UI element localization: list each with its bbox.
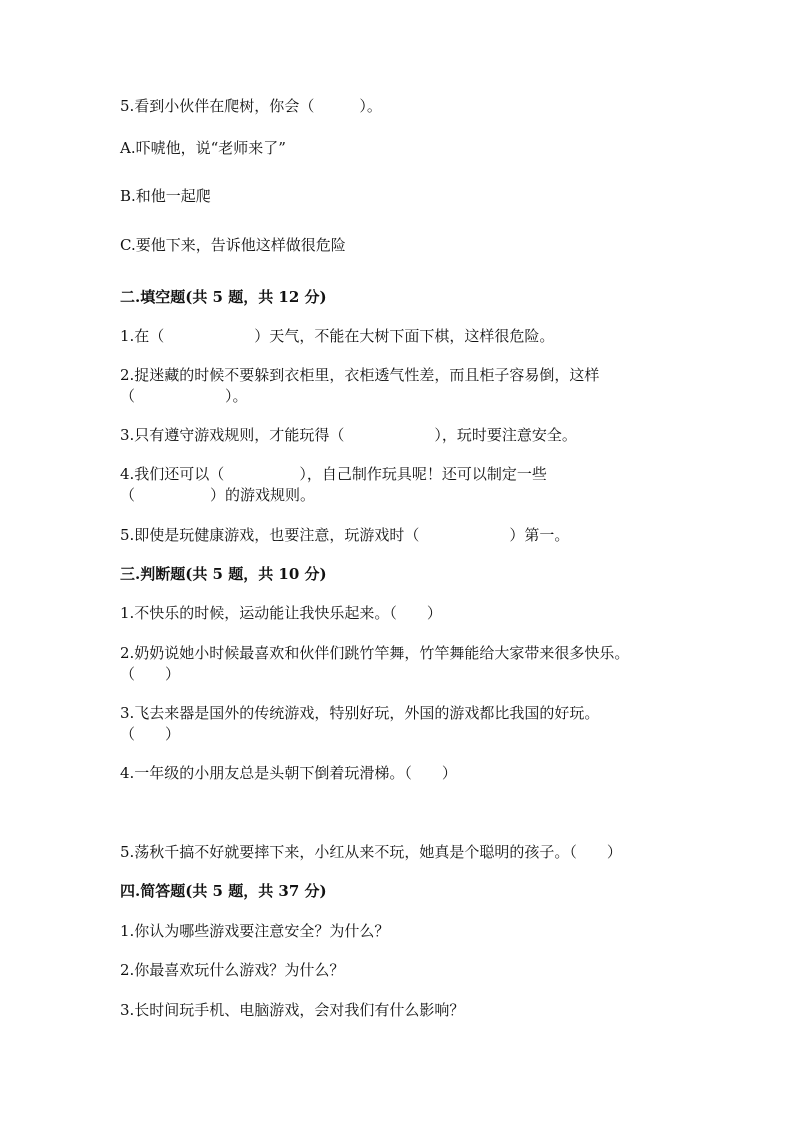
- fill-question-4-cont: （ ）的游戏规则。: [120, 486, 316, 504]
- judge-question-1: 1.不快乐的时候，运动能让我快乐起来。（ ）: [120, 604, 442, 622]
- short-question-3: 3.长时间玩手机、电脑游戏，会对我们有什么影响？: [120, 1001, 465, 1019]
- judge-question-3-cont: （ ）: [120, 725, 181, 743]
- short-question-1: 1.你认为哪些游戏要注意安全？为什么？: [120, 922, 390, 940]
- short-question-2: 2.你最喜欢玩什么游戏？为什么？: [120, 961, 345, 979]
- judge-question-2-cont: （ ）: [120, 665, 181, 683]
- mc-option-b: B.和他一起爬: [120, 187, 211, 205]
- judge-question-2: 2.奶奶说她小时候最喜欢和伙伴们跳竹竿舞，竹竿舞能给大家带来很多快乐。: [120, 644, 630, 662]
- fill-heading: 二.填空题(共 5 题，共 12 分): [120, 288, 327, 306]
- fill-question-5: 5.即使是玩健康游戏，也要注意，玩游戏时（ ）第一。: [120, 526, 570, 544]
- fill-question-2-cont: （ ）。: [120, 387, 248, 405]
- fill-question-2: 2.捉迷藏的时候不要躲到衣柜里，衣柜透气性差，而且柜子容易倒，这样: [120, 366, 600, 384]
- judge-question-3: 3.飞去来器是国外的传统游戏，特别好玩，外国的游戏都比我国的好玩。: [120, 704, 600, 722]
- mc-option-c: C.要他下来，告诉他这样做很危险: [120, 236, 346, 254]
- short-heading: 四.简答题(共 5 题，共 37 分): [120, 882, 327, 900]
- judge-question-4: 4.一年级的小朋友总是头朝下倒着玩滑梯。（ ）: [120, 764, 457, 782]
- mc-question-5: 5.看到小伙伴在爬树，你会（ ）。: [120, 97, 382, 115]
- judge-heading: 三.判断题(共 5 题，共 10 分): [120, 565, 327, 583]
- fill-question-3: 3.只有遵守游戏规则，才能玩得（ ），玩时要注意安全。: [120, 426, 577, 444]
- judge-question-5: 5.荡秋千搞不好就要摔下来，小红从来不玩，她真是个聪明的孩子。（ ）: [120, 843, 622, 861]
- fill-question-1: 1.在（ ）天气，不能在大树下面下棋，这样很危险。: [120, 327, 555, 345]
- fill-question-4: 4.我们还可以（ ），自己制作玩具呢！还可以制定一些: [120, 465, 547, 483]
- mc-option-a: A.吓唬他，说“老师来了”: [120, 139, 286, 157]
